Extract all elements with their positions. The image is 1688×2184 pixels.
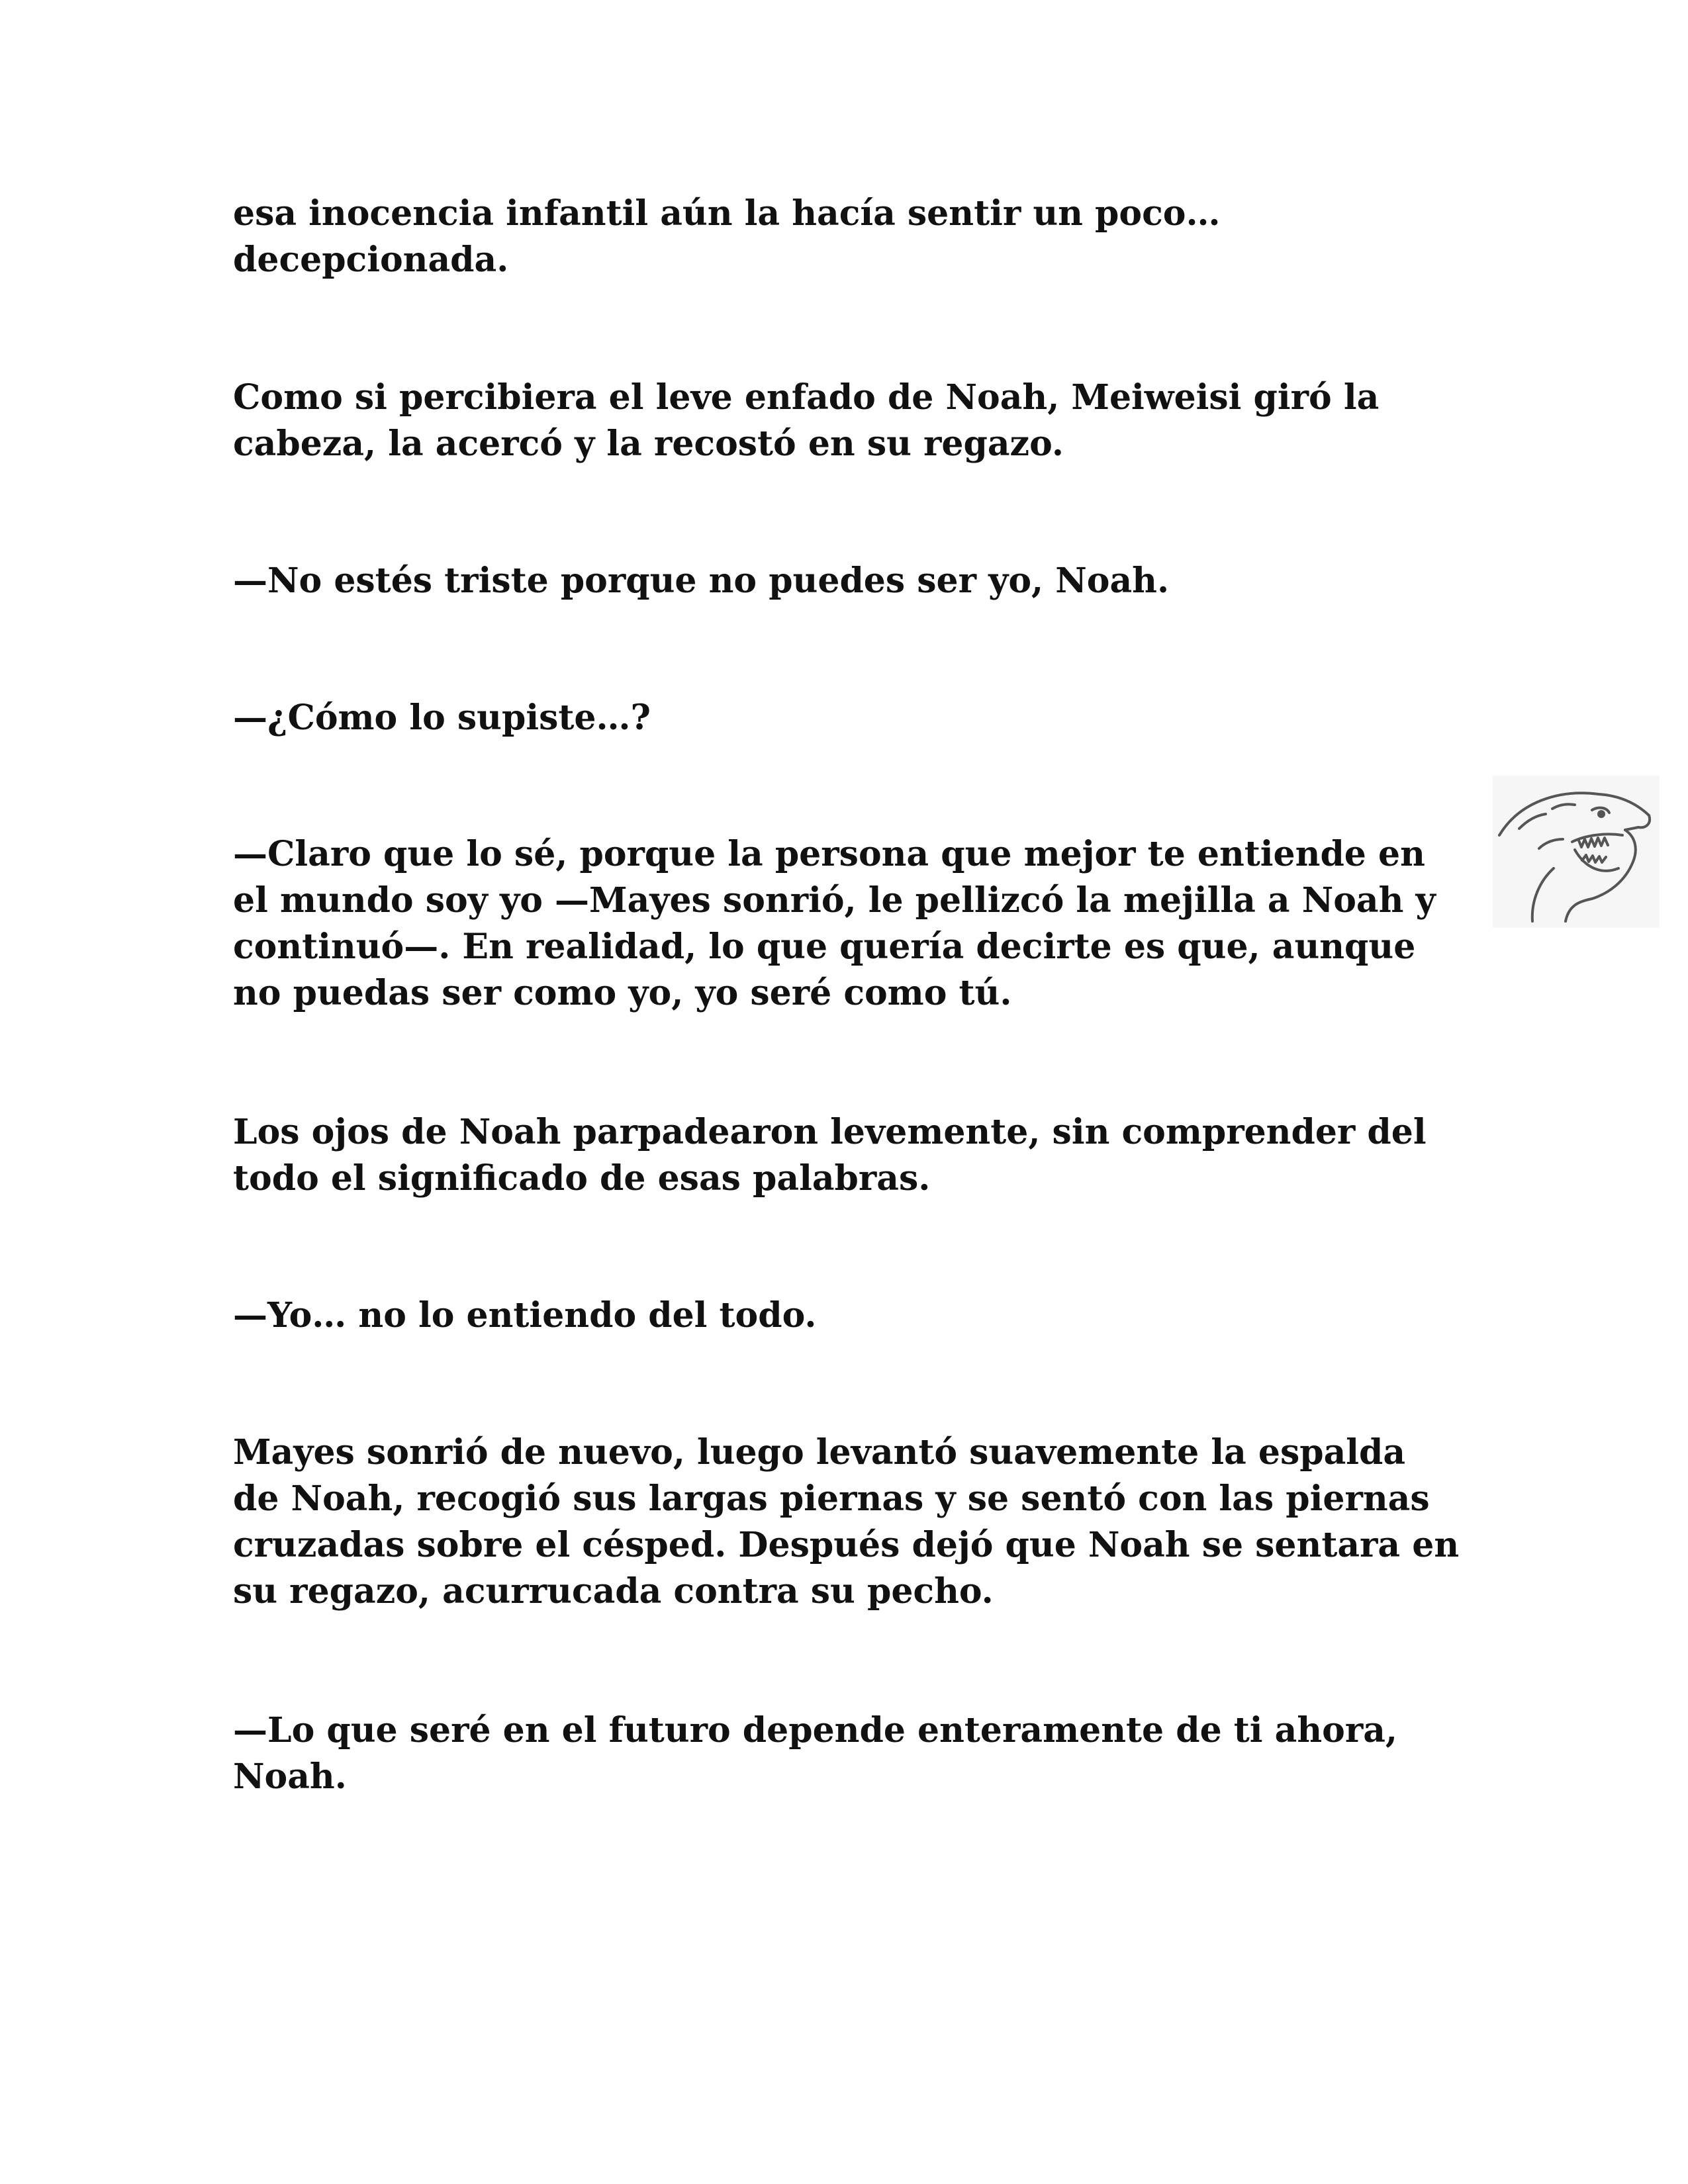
paragraph-8: Mayes sonrió de nuevo, luego levantó suavemente la espalda de Noah, recogió sus largas piernas y se sentó con las piernas cruzadas sobre el césped. Después dejó que Noah se sentara en su regazo, acurrucada contra su pecho. bbox=[233, 1432, 1460, 1612]
paragraph-4: —¿Cómo lo supiste…? bbox=[233, 698, 651, 738]
paragraph-2: Como si percibiera el leve enfado de Noah, Meiweisi giró la cabeza, la acercó y la recostó en su regazo. bbox=[233, 377, 1380, 464]
paragraph-1: esa inocencia infantil aún la hacía sentir un poco… decepcionada. bbox=[233, 193, 1221, 280]
paragraph-3: —No estés triste porque no puedes ser yo, Noah. bbox=[233, 561, 1170, 601]
dinosaur-head-icon bbox=[1493, 776, 1660, 928]
paragraph-6: Los ojos de Noah parpadearon levemente, sin comprender del todo el significado de esas palabras. bbox=[233, 1112, 1427, 1199]
paragraph-9: —Lo que seré en el futuro depende enteramente de ti ahora, Noah. bbox=[233, 1710, 1398, 1797]
paragraph-5: —Claro que lo sé, porque la persona que mejor te entiende en el mundo soy yo —Mayes sonrió, le pellizcó la mejilla a Noah y continuó—. En realidad, lo que quería decirte es que, aunque no puedas ser como yo, yo seré como tú. bbox=[233, 834, 1436, 1013]
paragraph-7: —Yo… no lo entiendo del todo. bbox=[233, 1295, 817, 1336]
